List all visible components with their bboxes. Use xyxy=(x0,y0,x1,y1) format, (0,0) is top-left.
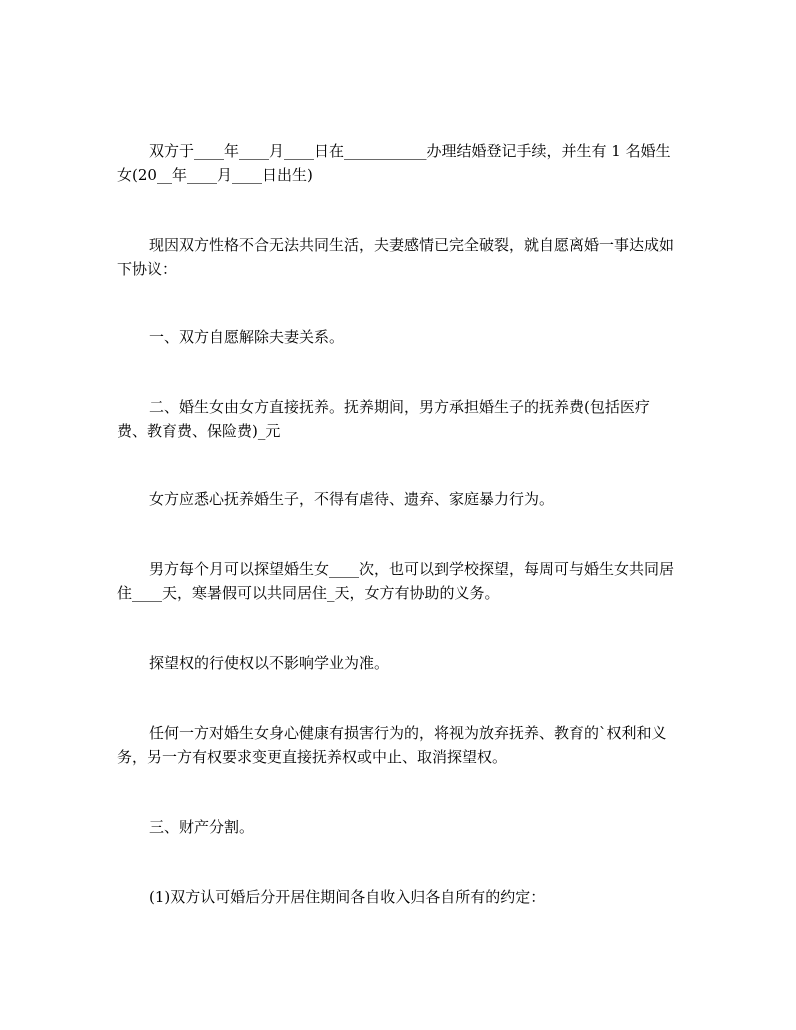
paragraph-marriage-registration: 双方于____年____月____日在___________办理结婚登记手续，并生有 1 名婚生女(20__年____月____日出生) xyxy=(117,142,671,184)
paragraph-divorce-reason: 现因双方性格不合无法共同生活，夫妻感情已完全破裂，就自愿离婚一事达成如下协议： xyxy=(117,236,675,278)
paragraph-visitation: 男方每个月可以探望婚生女____次，也可以到学校探望，每周可与婚生女共同居住____天，寒暑假可以共同居住_天，女方有协助的义务。 xyxy=(117,560,675,602)
paragraph-clause-3-property: 三、财产分割。 xyxy=(149,818,255,836)
paragraph-mother-duty: 女方应悉心抚养婚生子，不得有虐待、遗弃、家庭暴力行为。 xyxy=(149,490,555,508)
paragraph-clause-2-custody: 二、婚生女由女方直接抚养。抚养期间，男方承担婚生子的抚养费(包括医疗费、教育费、保险费)_元 xyxy=(117,398,650,440)
paragraph-clause-1: 一、双方自愿解除夫妻关系。 xyxy=(149,328,345,346)
paragraph-property-item-1: (1)双方认可婚后分开居住期间各自收入归各自所有的约定： xyxy=(149,888,546,906)
paragraph-visitation-limit: 探望权的行使权以不影响学业为准。 xyxy=(149,654,390,672)
paragraph-harm-clause: 任何一方对婚生女身心健康有损害行为的，将视为放弃抚养、教育的`权利和义务，另一方有权要求变更直接抚养权或中止、取消探望权。 xyxy=(117,724,667,766)
